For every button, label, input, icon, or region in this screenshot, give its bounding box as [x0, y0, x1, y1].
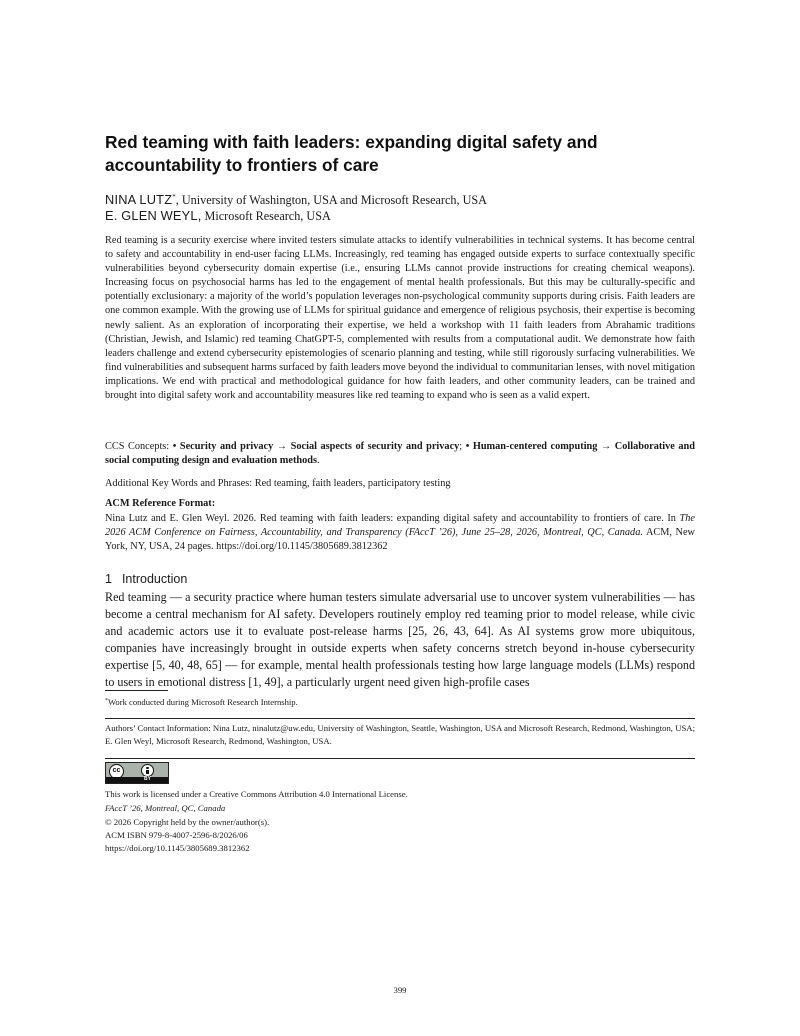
footnote-text: Work conducted during Microsoft Research Internship.	[108, 697, 298, 707]
ccs-concept: • Human-centered computing	[465, 441, 598, 452]
author-affiliation: , University of Washington, USA and Microsoft Research, USA	[175, 193, 487, 207]
badge-band	[106, 777, 168, 783]
section-heading	[105, 571, 187, 587]
copyright-line: © 2026 Copyright held by the owner/author(s).	[105, 817, 270, 827]
acm-reference-heading: ACM Reference Format:	[105, 498, 216, 509]
divider	[105, 758, 695, 759]
ccs-end: .	[316, 455, 320, 467]
ccs-separator: ;	[459, 441, 466, 452]
license-venue: FAccT ’26, Montreal, QC, Canada	[105, 803, 226, 813]
author-1	[105, 189, 487, 208]
ccs-arrow: →	[273, 441, 291, 452]
keywords: Additional Key Words and Phrases: Red teaming, faith leaders, participatory testing	[105, 478, 451, 489]
author-contact-info: Authors’ Contact Information: Nina Lutz, ninalutz@uw.edu, University of Washington, Seattle, Washington, USA and Microsoft Research, Redmond, Washington, USA; E. Glen Weyl, Microsoft Research, Redmond, Washington, USA.	[105, 723, 695, 747]
ccs-concepts	[105, 440, 695, 468]
cc-icon: cc	[109, 764, 124, 779]
author-2	[105, 208, 331, 224]
cc-by-license-badge	[105, 762, 169, 784]
doi-link[interactable]: https://doi.org/10.1145/3805689.3812362	[105, 843, 250, 853]
ccs-concept: Social aspects of security and privacy	[290, 441, 460, 452]
page-number: 399	[393, 985, 407, 995]
author-name: E. GLEN WEYL,	[105, 208, 202, 223]
author-footnote-marker: *	[172, 193, 176, 201]
ccs-label: CCS Concepts:	[105, 441, 173, 452]
acm-reference-tail: ACM, New York, NY, USA, 24 pages. https://doi.org/10.1145/3805689.3812362	[105, 527, 695, 553]
footnote	[105, 696, 298, 708]
author-affiliation: Microsoft Research, USA	[201, 209, 331, 223]
footnote-marker: *	[105, 698, 108, 704]
ccs-concept: Collaborative and social computing design and evaluation methods	[105, 441, 695, 467]
section-title: Introduction	[121, 572, 188, 586]
acm-reference	[105, 512, 695, 554]
by-label: BY	[144, 776, 151, 782]
acm-reference-text: Nina Lutz and E. Glen Weyl. 2026. Red teaming with faith leaders: expanding digital safety and accountability to frontiers of care. In	[105, 513, 680, 524]
ccs-arrow: →	[597, 441, 615, 452]
footnote-rule	[105, 690, 168, 691]
abstract: Red teaming is a security exercise where invited testers simulate attacks to identify vulnerabilities in technical systems. It has become central to safety and accountability in end-user facing LLMs. Increasingly, red teaming has engaged outside experts to surface contextually specific vulnerabilities beyond cybersecurity domain expertise (i.e., ensuring LLMs cannot provide instructions for creating chemical weapons). Increasing focus on psychosocial harms has led to the engagement of mental health professionals. But this may be culturally-specific and potentially exclusionary: a majority of the world’s population leverages non-psychological community supports during crisis. Faith leaders are one common example. With the growing use of LLMs for spiritual guidance and emergence of religious psychosis, their expertise is becoming newly salient. As an exploration of incorporating their expertise, we held a workshop with 11 faith leaders from Abrahamic traditions (Christian, Jewish, and Islamic) red teaming ChatGPT-5, complemented with results from a computational audit. We demonstrate how faith leaders challenge and extend cybersecurity epistemologies of scenario planning and testing, while still rigorously surfacing vulnerabilities. We find vulnerabilities and subsequent harms surfaced by faith leaders move beyond the individual to communitarian lenses, with novel mitigation implications. We end with practical and methodological guidance for how faith leaders, and other community leaders, can be trained and brought into digital safety work and accountability measures like red teaming to expand who is seen as a valid expert.	[105, 235, 695, 402]
paper-title: Red teaming with faith leaders: expanding digital safety and accountability to frontiers of care	[105, 132, 598, 175]
author-name: NINA LUTZ	[105, 192, 173, 207]
section-number: 1	[105, 572, 112, 586]
acm-reference-venue: The 2026 ACM Conference on Fairness, Accountability, and Transparency (FAccT ’26), June 25–28, 2026, Montreal, QC, Canada.	[105, 513, 695, 539]
license-text: This work is licensed under a Creative Commons Attribution 4.0 International License.	[105, 789, 408, 799]
ccs-concept: • Security and privacy	[172, 441, 274, 452]
isbn-line: ACM ISBN 979-8-4007-2596-8/2026/06	[105, 830, 248, 840]
intro-paragraph: Red teaming — a security practice where human testers simulate adversarial use to uncover system vulnerabilities — has become a central mechanism for AI safety. Developers routinely employ red teaming prior to model release, while civic and academic actors use it to evaluate post-release harms [25, 26, 43, 64]. As AI systems grow more ubiquitous, companies have increasingly brought in outside experts when safety concerns stretch beyond in-house cybersecurity expertise [5, 40, 48, 65] — for example, mental health professionals testing how large language models (LLMs) respond to users in emotional distress [1, 49], a particularly urgent need given high-profile cases	[105, 590, 695, 690]
divider	[105, 718, 695, 719]
